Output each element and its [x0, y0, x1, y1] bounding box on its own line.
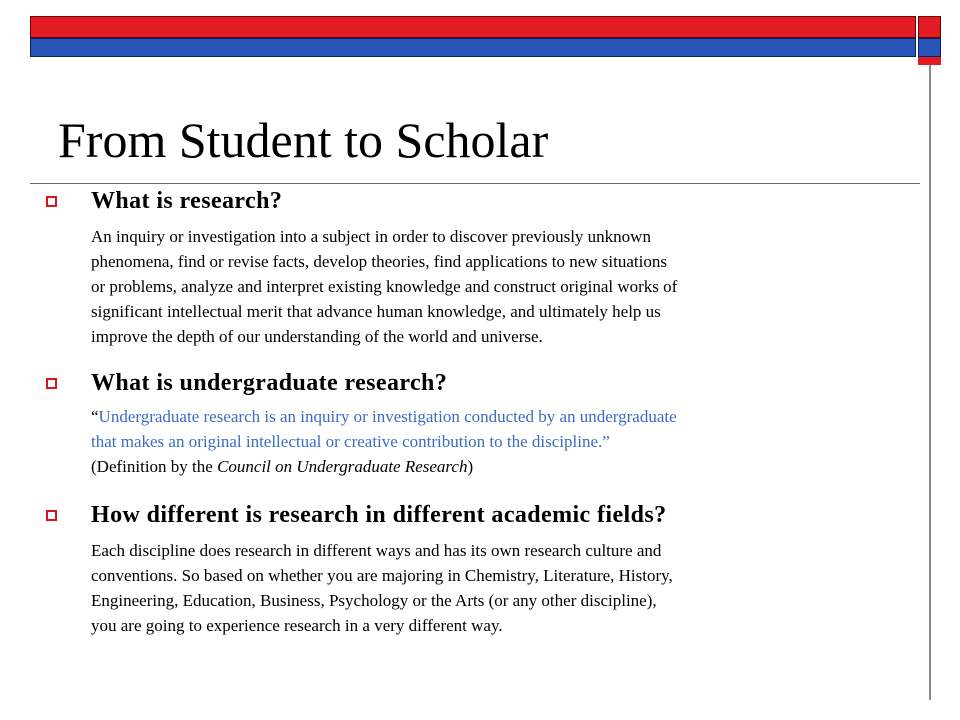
- body-line: or problems, analyze and interpret existing knowledge and construct original works of: [91, 277, 678, 296]
- top-red-bar: [30, 16, 916, 38]
- body-line: Engineering, Education, Business, Psychology or the Arts (or any other discipline),: [91, 591, 657, 610]
- quote-line: [91, 404, 851, 429]
- body-line: significant intellectual merit that advance human knowledge, and ultimately help us: [91, 302, 661, 321]
- section-body: [91, 538, 851, 638]
- slide-title: From Student to Scholar: [58, 112, 549, 168]
- corner-blue-square: [918, 38, 941, 57]
- body-line: Each discipline does research in different ways and has its own research culture and: [91, 541, 662, 560]
- square-bullet-icon: [46, 510, 57, 521]
- section-body: [91, 404, 851, 479]
- definition-suffix: ): [467, 457, 474, 476]
- quote-line: that makes an original intellectual or creative contribution to the discipline.”: [91, 432, 610, 451]
- corner-red-strip: [918, 57, 941, 65]
- section-body: [91, 224, 851, 349]
- definition-line: [91, 454, 851, 479]
- corner-red-square: [918, 16, 941, 38]
- quote-text: Undergraduate research is an inquiry or investigation conducted by an undergraduate: [98, 407, 677, 426]
- body-line: phenomena, find or revise facts, develop theories, find applications to new situations: [91, 252, 667, 271]
- section-heading: What is undergraduate research?: [91, 370, 448, 396]
- top-blue-bar: [30, 38, 916, 57]
- open-quote: “: [91, 407, 99, 426]
- section-heading: How different is research in different academic fields?: [91, 502, 667, 528]
- definition-prefix: (Definition by the: [91, 457, 218, 476]
- body-line: An inquiry or investigation into a subject in order to discover previously unknown: [91, 227, 651, 246]
- body-line: conventions. So based on whether you are majoring in Chemistry, Literature, History,: [91, 566, 673, 585]
- body-line: improve the depth of our understanding of the world and universe.: [91, 327, 543, 346]
- section-heading: What is research?: [91, 188, 283, 214]
- definition-source: Council on Undergraduate Research: [217, 457, 468, 476]
- square-bullet-icon: [46, 378, 57, 389]
- square-bullet-icon: [46, 196, 57, 207]
- body-line: you are going to experience research in a very different way.: [91, 616, 503, 635]
- title-divider: [30, 183, 920, 184]
- right-vertical-line: [929, 65, 931, 700]
